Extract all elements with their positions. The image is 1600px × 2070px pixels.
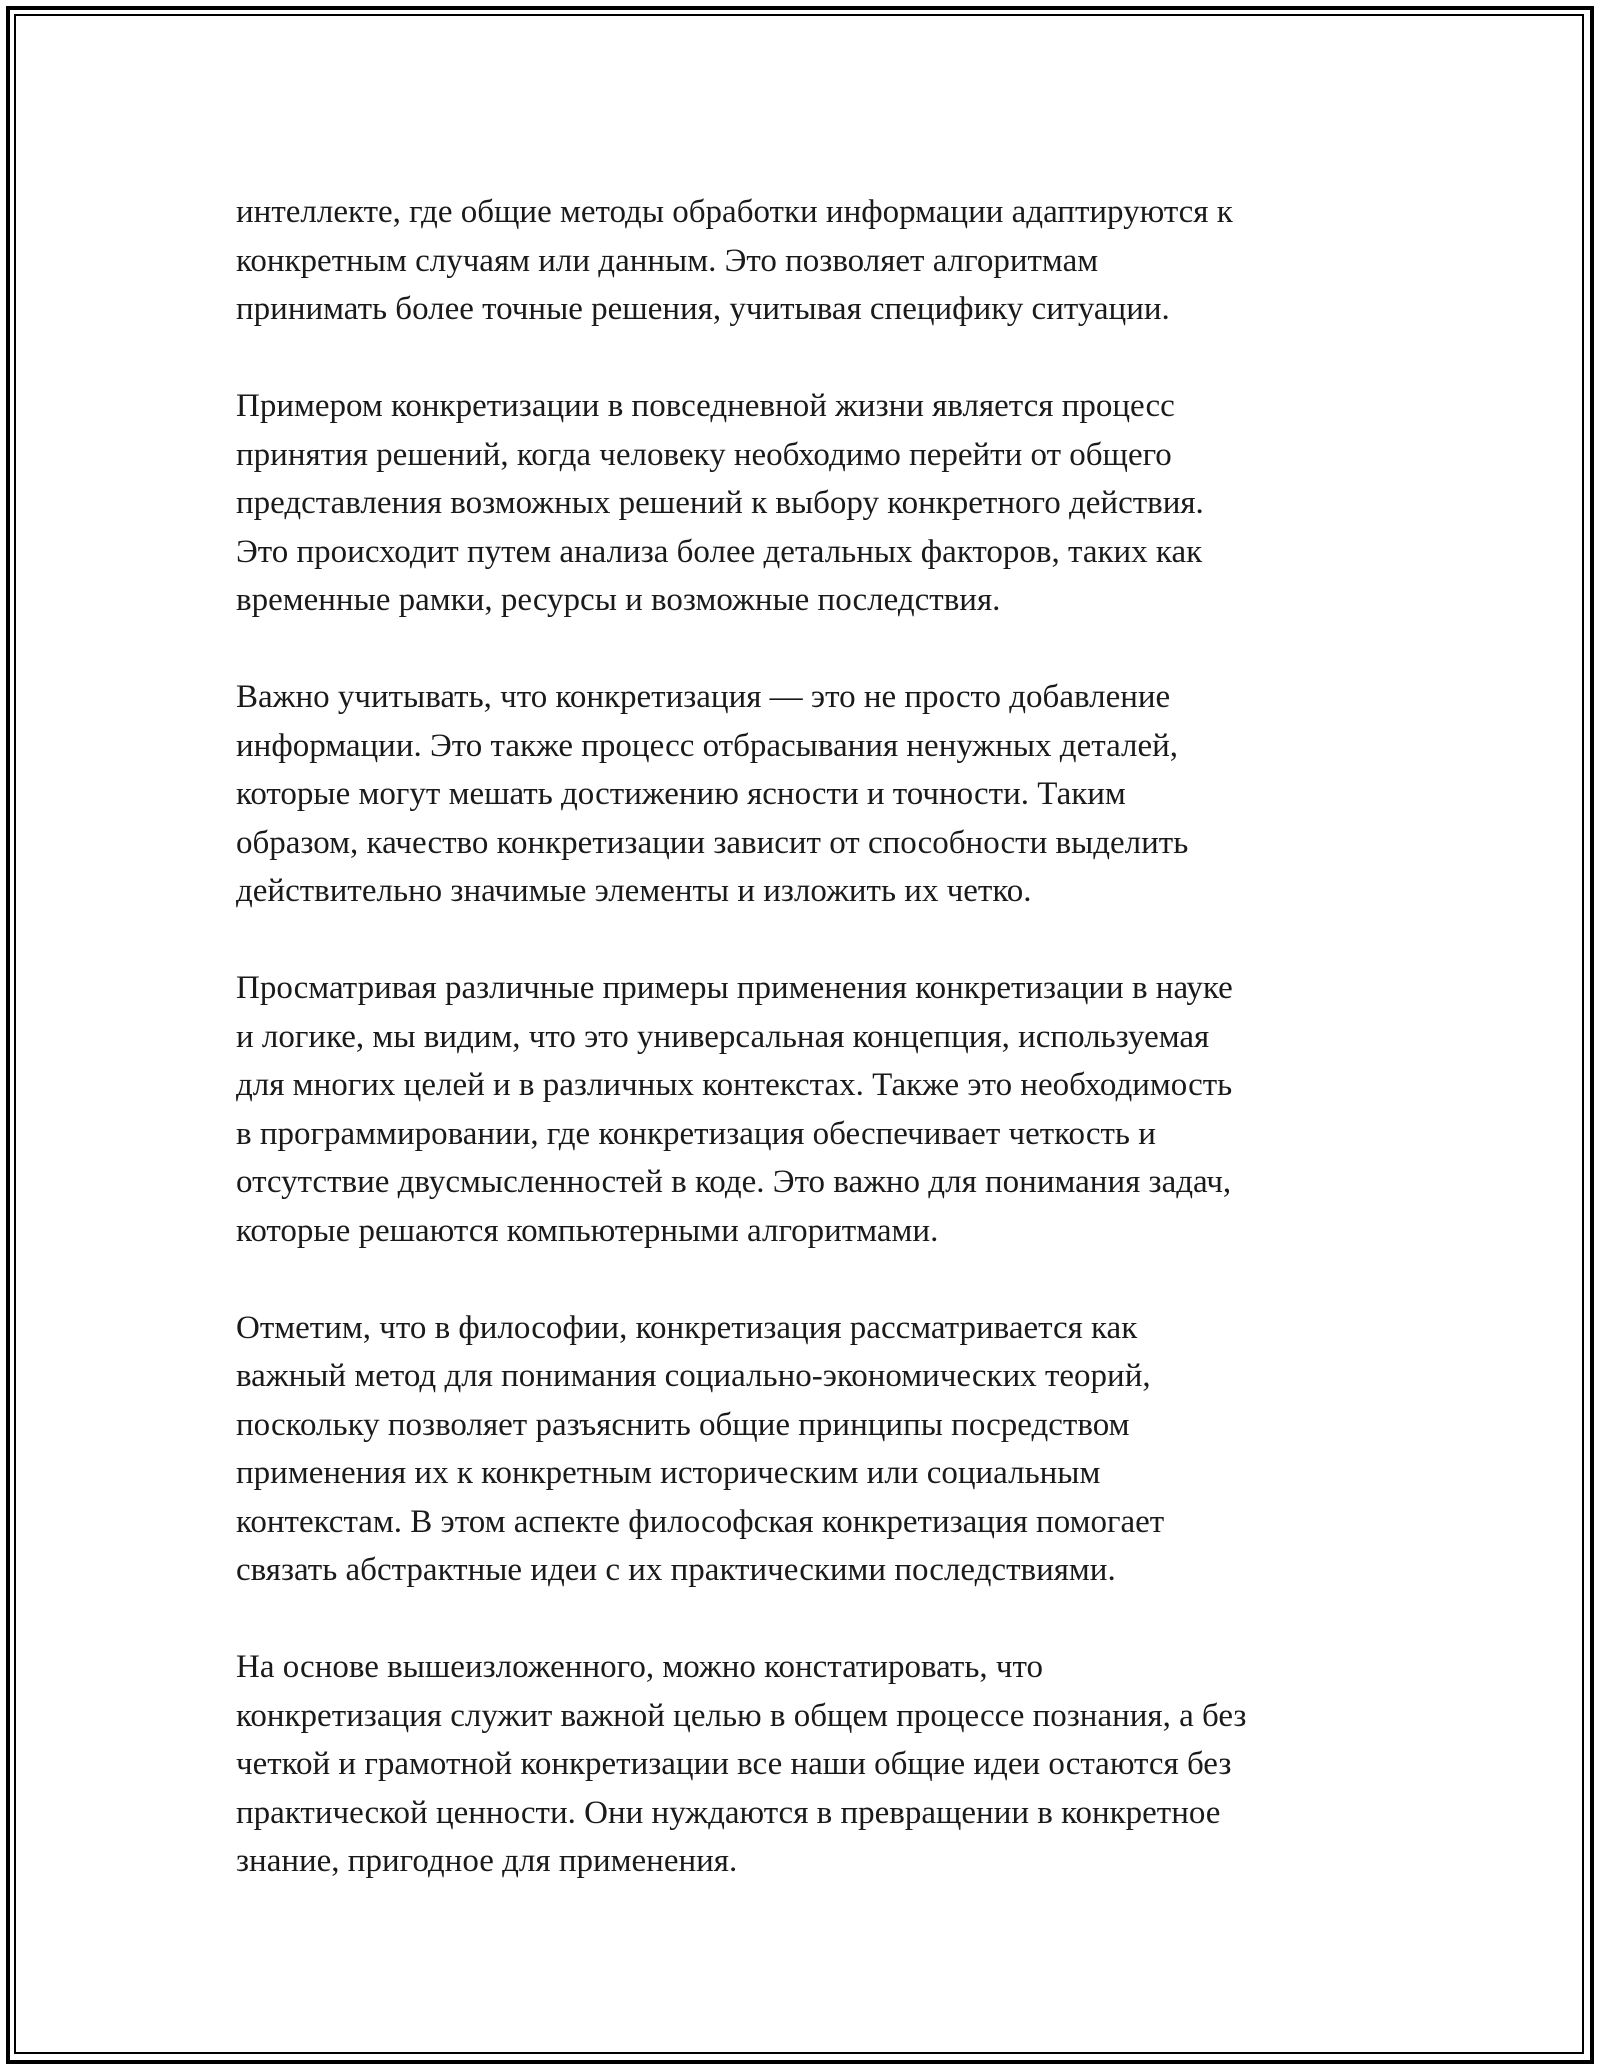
text-line: принимать более точные решения, учитывая специфику ситуации. (236, 291, 1170, 327)
text-line: Примером конкретизации в повседневной жизни является процесс (236, 388, 1175, 424)
paragraph-4 (236, 964, 1366, 1255)
text-line: Просматривая различные примеры применения конкретизации в науке (236, 970, 1233, 1006)
paragraph-5 (236, 1304, 1366, 1595)
text-line: и логике, мы видим, что это универсальная концепция, используемая (236, 1018, 1210, 1055)
text-line: для многих целей и в различных контекстах. Также это необходимость (236, 1067, 1233, 1103)
text-line: Отметим, что в философии, конкретизация рассматривается как (236, 1309, 1138, 1346)
text-line: образом, качество конкретизации зависит от способности выделить (236, 824, 1189, 861)
text-line: практической ценности. Они нуждаются в превращении в конкретное (236, 1794, 1221, 1831)
paragraph-6 (236, 1643, 1366, 1886)
text-line: Важно учитывать, что конкретизация — это не просто добавление (236, 679, 1171, 715)
paragraph-1 (236, 188, 1366, 334)
text-line: действительно значимые элементы и изложить их четко. (236, 873, 1032, 909)
text-line: которые могут мешать достижению ясности и точности. Таким (236, 776, 1126, 812)
text-line: информации. Это также процесс отбрасывания ненужных деталей, (236, 727, 1179, 764)
text-line: принятия решений, когда человеку необходимо перейти от общего (236, 436, 1172, 473)
text-line: конкретизация служит важной целью в общем процессе познания, а без (236, 1697, 1247, 1734)
text-line: отсутствие двусмысленностей в коде. Это важно для понимания задач, (236, 1164, 1232, 1200)
text-line: связать абстрактные идеи с их практическими последствиями. (236, 1552, 1116, 1588)
text-line: которые решаются компьютерными алгоритмами. (236, 1212, 939, 1249)
paragraph-3 (236, 673, 1366, 916)
text-line: На основе вышеизложенного, можно констатировать, что (236, 1649, 1043, 1685)
text-line: знание, пригодное для применения. (236, 1843, 738, 1879)
text-line: контекстам. В этом аспекте философская конкретизация помогает (236, 1503, 1165, 1540)
text-line: важный метод для понимания социально-экономических теорий, (236, 1358, 1151, 1394)
paragraph-2 (236, 382, 1366, 625)
text-line: Это происходит путем анализа более детальных факторов, таких как (236, 533, 1203, 570)
text-line: интеллекте, где общие методы обработки информации адаптируются к (236, 194, 1233, 230)
text-line: временные рамки, ресурсы и возможные последствия. (236, 582, 1001, 618)
text-line: четкой и грамотной конкретизации все наши общие идеи остаются без (236, 1746, 1232, 1782)
text-line: поскольку позволяет разъяснить общие принципы посредством (236, 1406, 1130, 1443)
text-line: применения их к конкретным историческим или социальным (236, 1455, 1101, 1491)
text-line: конкретным случаям или данным. Это позволяет алгоритмам (236, 242, 1099, 279)
text-line: в программировании, где конкретизация обеспечивает четкость и (236, 1115, 1156, 1152)
text-line: представления возможных решений к выбору конкретного действия. (236, 485, 1204, 521)
document-body (236, 188, 1366, 1934)
